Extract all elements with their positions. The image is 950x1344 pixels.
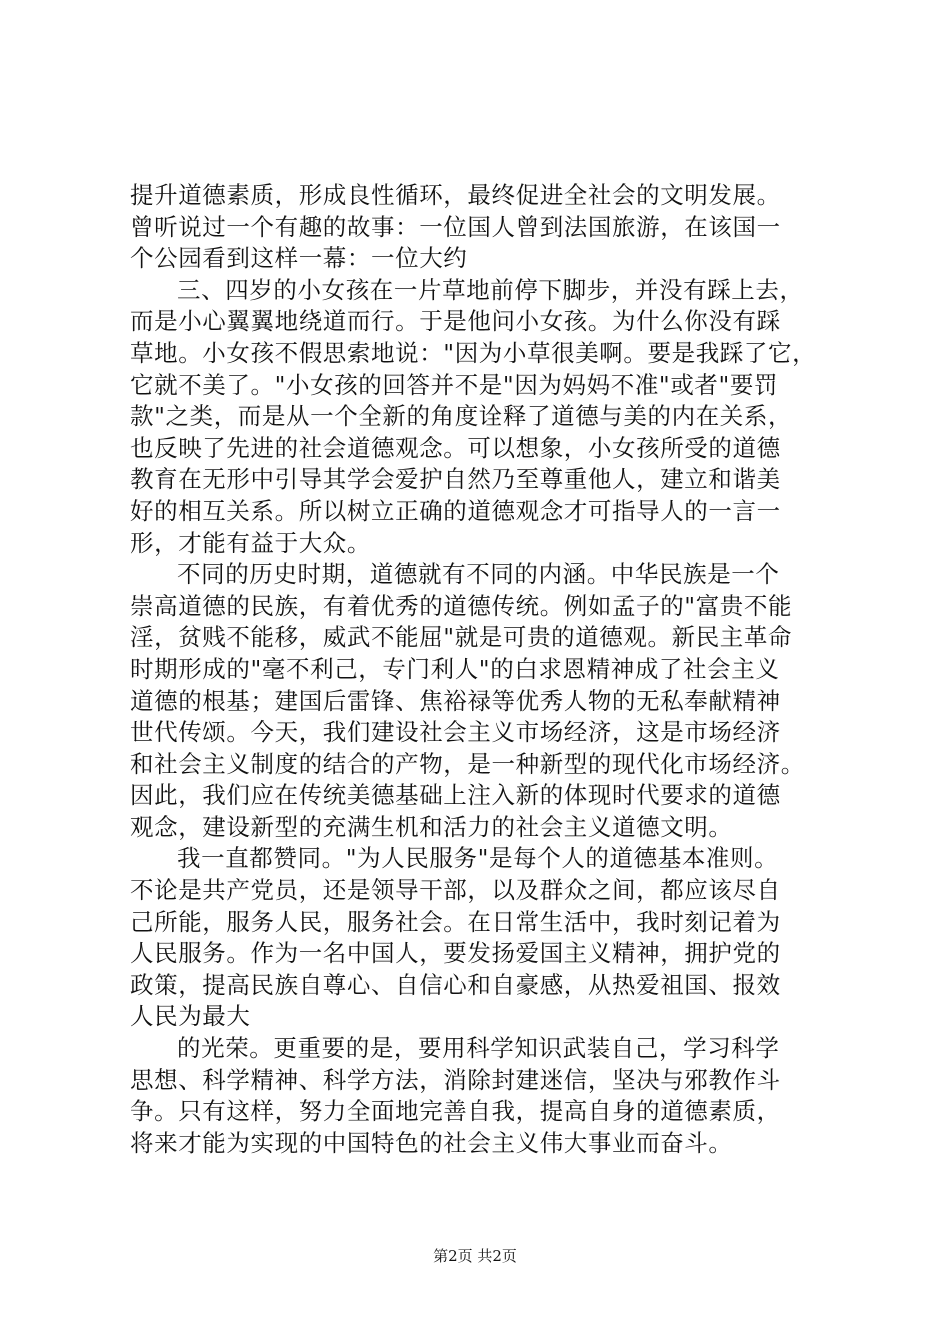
text-line: 提升道德素质，形成良性循环，最终促进全社会的文明发展。 <box>130 181 781 209</box>
document-body <box>130 180 830 1159</box>
text-line: 草地。小女孩不假思索地说："因为小草很美啊。要是我踩了它， <box>130 338 817 367</box>
text-line: 观念，建设新型的充满生机和活力的社会主义道德文明。 <box>130 812 733 841</box>
text-line: 崇高道德的民族，有着优秀的道德传统。例如孟子的"富贵不能 <box>130 591 793 620</box>
text-line: 时期形成的"毫不利己，专门利人"的白求恩精神成了社会主义 <box>130 654 780 683</box>
text-line: 政策，提高民族自尊心、自信心和自豪感，从热爱祖国、报效 <box>130 970 781 999</box>
text-line: 而是小心翼翼地绕道而行。于是他问小女孩。为什么你没有踩 <box>130 307 781 336</box>
text-line: 思想、科学精神、科学方法，消除封建迷信，坚决与邪教作斗 <box>130 1065 781 1094</box>
text-line: 曾听说过一个有趣的故事：一位国人曾到法国旅游，在该国一 <box>130 212 781 241</box>
text-line: 争。只有这样，努力全面地完善自我，提高自身的道德素质， <box>130 1097 781 1126</box>
text-line: 不论是共产党员，还是领导干部，以及群众之间，都应该尽自 <box>130 876 781 905</box>
text-line: 人民服务。作为一名中国人，要发扬爱国主义精神，拥护党的 <box>130 939 781 968</box>
text-line: 个公园看到这样一幕：一位大约 <box>130 244 468 273</box>
text-line: 的光荣。更重要的是，要用科学知识武装自己，学习科学 <box>177 1034 780 1063</box>
text-line: 好的相互关系。所以树立正确的道德观念才可指导人的一言一 <box>130 496 781 525</box>
text-line: 它就不美了。"小女孩的回答并不是"因为妈妈不准"或者"要罚 <box>130 370 779 399</box>
text-line: 不同的历史时期，道德就有不同的内涵。中华民族是一个 <box>177 560 780 589</box>
text-line: 形，才能有益于大众。 <box>130 528 371 557</box>
text-line: 淫，贫贱不能移，威武不能屈"就是可贵的道德观。新民主革命 <box>130 623 793 652</box>
text-line: 因此，我们应在传统美德基础上注入新的体现时代要求的道德 <box>130 781 781 810</box>
text-line: 我一直都赞同。"为人民服务"是每个人的道德基本准则。 <box>177 844 779 873</box>
text-line: 教育在无形中引导其学会爱护自然乃至尊重他人，建立和谐美 <box>130 465 781 494</box>
text-line: 人民为最大 <box>130 1002 251 1031</box>
text-line: 和社会主义制度的结合的产物，是一种新型的现代化市场经济。 <box>130 749 805 778</box>
page-number-footer: 第2页 共2页 <box>433 1247 517 1265</box>
text-line: 也反映了先进的社会道德观念。可以想象，小女孩所受的道德 <box>130 433 781 462</box>
text-line: 款"之类，而是从一个全新的角度诠释了道德与美的内在关系， <box>130 402 793 431</box>
text-line: 三、四岁的小女孩在一片草地前停下脚步，并没有踩上去， <box>177 275 804 304</box>
text-line: 世代传颂。今天，我们建设社会主义市场经济，这是市场经济 <box>130 718 781 747</box>
text-line: 将来才能为实现的中国特色的社会主义伟大事业而奋斗。 <box>130 1128 733 1157</box>
text-line: 道德的根基；建国后雷锋、焦裕禄等优秀人物的无私奉献精神 <box>130 686 781 715</box>
text-line: 己所能，服务人民，服务社会。在日常生活中，我时刻记着为 <box>130 907 781 936</box>
